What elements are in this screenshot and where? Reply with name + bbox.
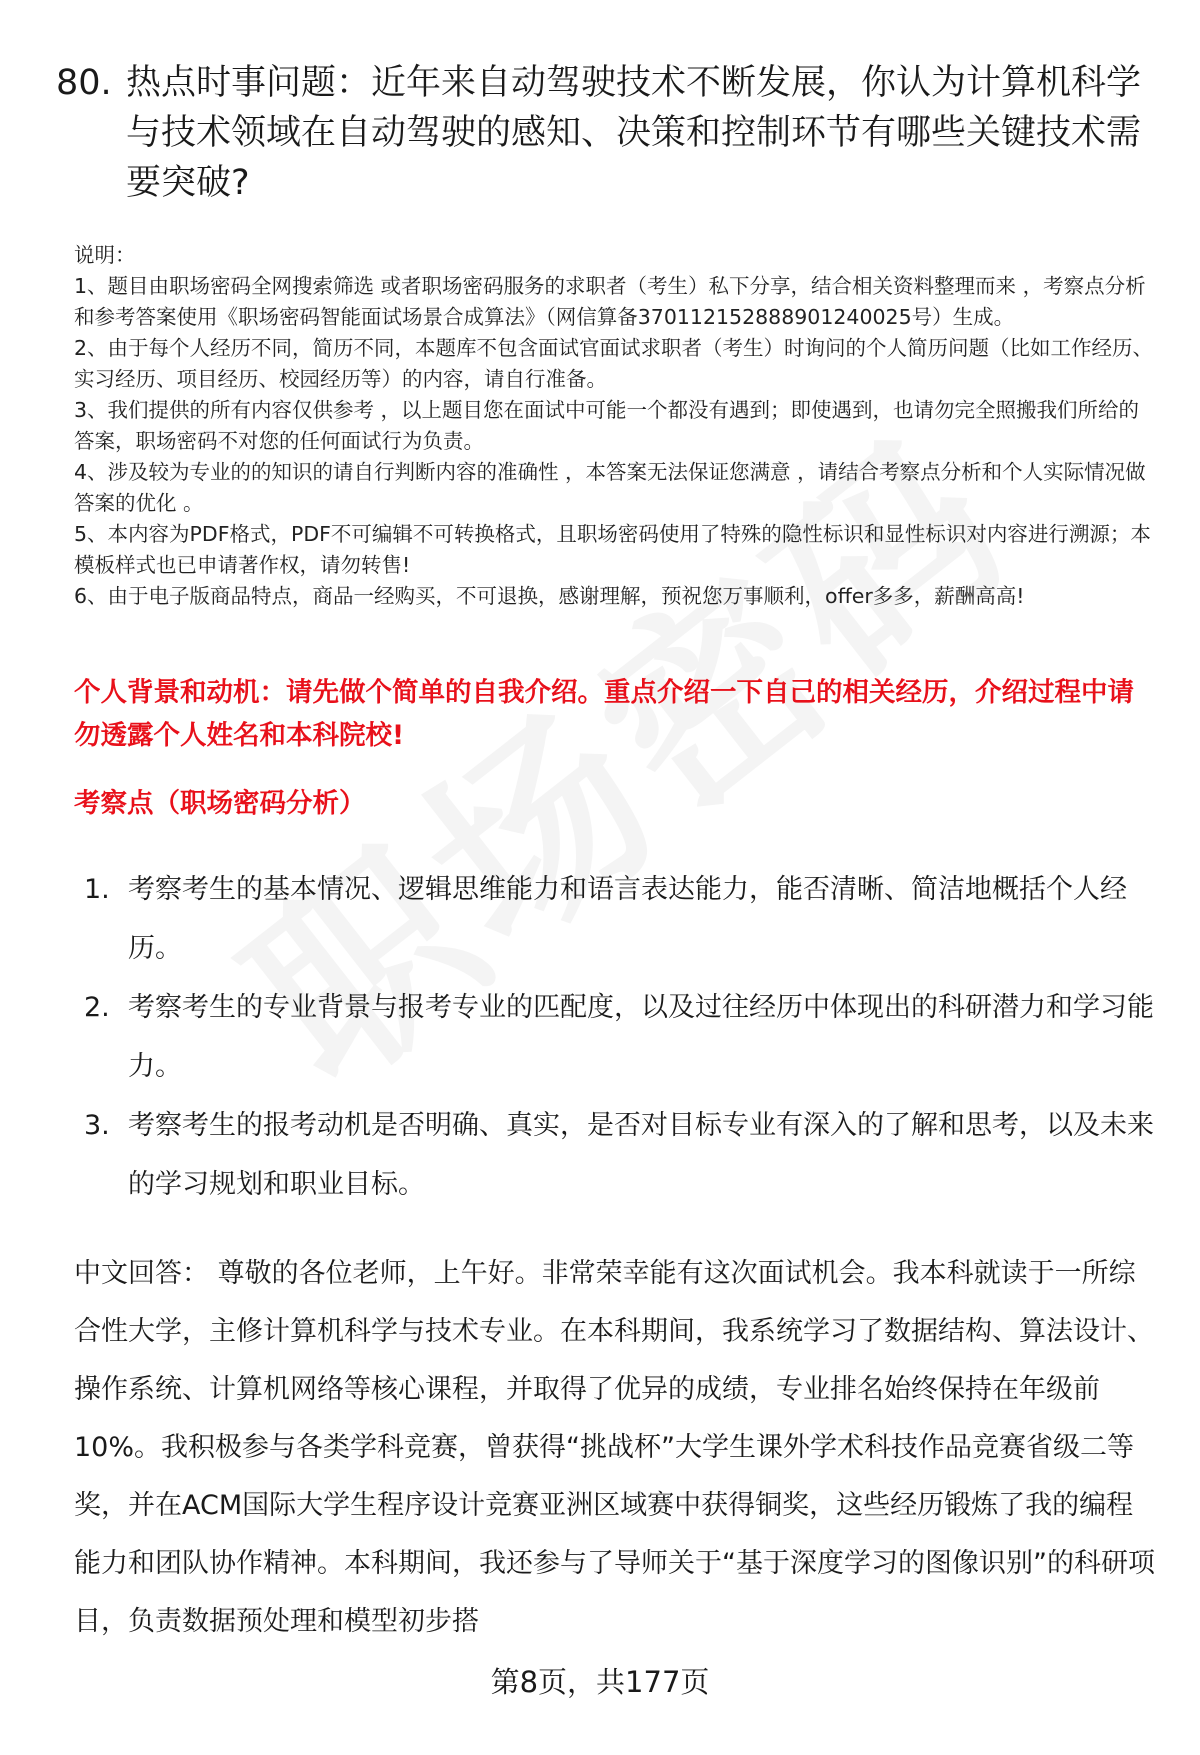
analysis-point-number: 2. bbox=[84, 992, 110, 1023]
notes-title: 说明： bbox=[74, 243, 136, 267]
analysis-point-text: 考察考生的专业背景与报考专业的匹配度，以及过往经历中体现出的科研潜力和学习能力。 bbox=[128, 992, 1154, 1082]
analysis-point-text: 考察考生的基本情况、逻辑思维能力和语言表达能力，能否清晰、简洁地概括个人经历。 bbox=[128, 874, 1127, 964]
question-number: 80. bbox=[56, 63, 112, 103]
answer-paragraph bbox=[74, 1245, 1159, 1651]
analysis-points bbox=[84, 860, 1154, 1214]
notes-item: 4、涉及较为专业的的知识的请自行判断内容的准确性 ，本答案无法保证您满意 ，请结合考察点分析和个人实际情况做答案的优化 。 bbox=[74, 460, 1146, 515]
question-title bbox=[56, 58, 1146, 208]
answer-text: 尊敬的各位老师，上午好。非常荣幸能有这次面试机会。我本科就读于一所综合性大学，主修计算机科学与技术专业。在本科期间，我系统学习了数据结构、算法设计、操作系统、计算机网络等核心课程，并取得了优异的成绩，专业排名始终保持在年级前10%。我积极参与各类学科竞赛，曾获得“挑战杯”大学生课外学术科技作品竞赛省级二等奖，并在ACM国际大学生程序设计竞赛亚洲区域赛中获得铜奖，这些经历锻炼了我的编程能力和团队协作精神。本科期间，我还参与了导师关于“基于深度学习的图像识别”的科研项目，负责数据预处理和模型初步搭 bbox=[74, 1258, 1155, 1637]
notes-section bbox=[74, 240, 1154, 612]
answer-label: 中文回答： bbox=[74, 1258, 209, 1289]
section-heading: 个人背景和动机：请先做个简单的自我介绍。重点介绍一下自己的相关经历，介绍过程中请勿透露个人姓名和本科院校! bbox=[74, 677, 1134, 751]
analysis-point bbox=[84, 978, 1154, 1096]
notes-item: 3、我们提供的所有内容仅供参考 ，以上题目您在面试中可能一个都没有遇到；即使遇到，也请勿完全照搬我们所给的答案，职场密码不对您的任何面试行为负责。 bbox=[74, 398, 1140, 453]
analysis-heading: 考察点（职场密码分析） bbox=[74, 788, 366, 819]
analysis-point-number: 3. bbox=[84, 1110, 110, 1141]
analysis-point-number: 1. bbox=[84, 874, 110, 905]
analysis-point bbox=[84, 860, 1154, 978]
question-text: 热点时事问题：近年来自动驾驶技术不断发展，你认为计算机科学与技术领域在自动驾驶的感知、决策和控制环节有哪些关键技术需要突破? bbox=[126, 63, 1142, 203]
notes-item: 2、由于每个人经历不同，简历不同，本题库不包含面试官面试求职者（考生）时询问的个人简历问题（比如工作经历、实习经历、项目经历、校园经历等）的内容，请自行准备。 bbox=[74, 336, 1154, 391]
notes-item: 6、由于电子版商品特点，商品一经购买，不可退换，感谢理解，预祝您万事顺利，offer多多，薪酬高高! bbox=[74, 584, 1025, 608]
analysis-point-text: 考察考生的报考动机是否明确、真实，是否对目标专业有深入的了解和思考，以及未来的学习规划和职业目标。 bbox=[128, 1110, 1154, 1200]
notes-item: 1、题目由职场密码全网搜索筛选 或者职场密码服务的求职者（考生）私下分享，结合相关资料整理而来 ，考察点分析和参考答案使用《职场密码智能面试场景合成算法》（网信算备370112152888901240025号）生成。 bbox=[74, 274, 1146, 329]
analysis-point bbox=[84, 1096, 1154, 1214]
notes-item: 5、本内容为PDF格式，PDF不可编辑不可转换格式，且职场密码使用了特殊的隐性标识和显性标识对内容进行溯源；本模板样式也已申请著作权，请勿转售! bbox=[74, 522, 1151, 577]
page-footer: 第8页，共177页 bbox=[490, 1665, 710, 1699]
